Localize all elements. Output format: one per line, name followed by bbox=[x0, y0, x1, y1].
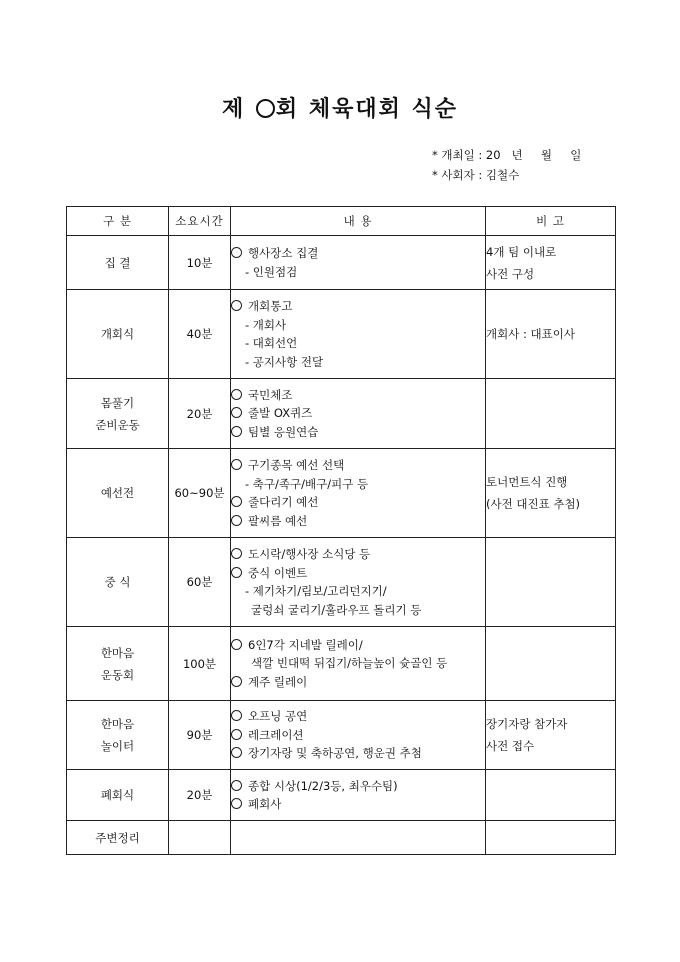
program-text: - 축구/족구/배구/피구 등 bbox=[245, 476, 369, 491]
program-text: - 인원점검 bbox=[245, 264, 298, 279]
header-duration: 소요시간 bbox=[169, 207, 231, 236]
program-text: 팔씨름 예선 bbox=[248, 513, 308, 528]
circle-bullet-icon bbox=[231, 639, 242, 650]
remarks-cell bbox=[486, 627, 616, 701]
program-text: - 대회선언 bbox=[245, 336, 298, 350]
program-text: 폐회사 bbox=[248, 797, 282, 811]
remark-line: 4개 팀 이내로 bbox=[486, 244, 557, 259]
content-cell bbox=[231, 236, 486, 290]
remarks-cell bbox=[486, 770, 616, 821]
category-label: 집 결 bbox=[104, 255, 131, 270]
circle-bullet-icon bbox=[231, 676, 242, 687]
category-cell bbox=[67, 627, 169, 701]
program-item bbox=[231, 777, 485, 796]
program-text: 6인7각 지네발 릴레이/ bbox=[248, 637, 363, 652]
program-text: 줄발 OX퀴즈 bbox=[248, 406, 313, 421]
program-subitem bbox=[231, 334, 485, 353]
duration-cell: 100분 bbox=[169, 627, 231, 701]
program-text: 중식 이벤트 bbox=[248, 565, 308, 580]
program-item bbox=[231, 636, 485, 655]
program-item bbox=[231, 673, 485, 692]
content-cell bbox=[231, 538, 486, 627]
category-label: 한마음 bbox=[100, 645, 135, 660]
remarks-cell bbox=[486, 821, 616, 855]
program-subitem bbox=[231, 654, 485, 673]
duration-cell: 20분 bbox=[169, 770, 231, 821]
program-item bbox=[231, 386, 485, 405]
duration-cell: 60분 bbox=[169, 538, 231, 627]
program-item bbox=[231, 404, 485, 423]
category-cell bbox=[67, 236, 169, 290]
duration-cell: 20분 bbox=[169, 379, 231, 449]
title-prefix: 제 bbox=[221, 97, 246, 122]
program-text: - 개회사 bbox=[245, 317, 287, 332]
program-item bbox=[231, 456, 485, 475]
program-item bbox=[231, 423, 485, 442]
remark-line: 사전 접수 bbox=[486, 739, 535, 753]
program-item bbox=[231, 244, 485, 263]
program-subitem bbox=[231, 582, 485, 601]
program-subitem bbox=[231, 475, 485, 494]
category-cell bbox=[67, 449, 169, 538]
program-item bbox=[231, 564, 485, 583]
category-label: 예선전 bbox=[100, 486, 135, 500]
category-label: 준비운동 bbox=[95, 417, 140, 432]
circle-bullet-icon bbox=[231, 496, 242, 507]
circle-bullet-icon bbox=[231, 426, 242, 437]
circle-bullet-icon bbox=[231, 567, 242, 578]
content-cell bbox=[231, 627, 486, 701]
header-remarks: 비 고 bbox=[486, 207, 616, 236]
circle-bullet-icon bbox=[231, 389, 242, 400]
program-text: 행사장소 집결 bbox=[248, 246, 319, 260]
program-text: 계주 릴레이 bbox=[248, 674, 308, 689]
program-text: 장기자랑 및 축하공연, 행운권 추첨 bbox=[248, 746, 422, 761]
program-text: 오프닝 공연 bbox=[248, 709, 308, 724]
program-text: 개회통고 bbox=[248, 299, 293, 313]
category-label: 한마음 bbox=[100, 717, 135, 731]
circle-bullet-icon bbox=[231, 247, 242, 258]
circle-bullet-icon bbox=[231, 459, 242, 470]
program-item bbox=[231, 297, 485, 316]
content-cell bbox=[231, 770, 486, 821]
category-cell bbox=[67, 379, 169, 449]
duration-cell bbox=[169, 821, 231, 855]
category-label: 몸풀기 bbox=[100, 395, 135, 410]
category-label: 개회식 bbox=[100, 327, 135, 341]
program-item bbox=[231, 493, 485, 512]
remarks-cell bbox=[486, 379, 616, 449]
table-row bbox=[67, 449, 616, 538]
circle-bullet-icon bbox=[231, 515, 242, 526]
event-date: * 개최일 : 20 년 월 일 bbox=[432, 148, 582, 162]
circle-bullet-icon bbox=[231, 407, 242, 418]
document-title bbox=[0, 92, 680, 123]
program-text: 구기종목 예선 선택 bbox=[248, 458, 345, 472]
remark-line: 개회사 : 대표이사 bbox=[486, 327, 575, 341]
remarks-cell bbox=[486, 236, 616, 290]
program-subitem bbox=[231, 316, 485, 335]
category-label: 운동회 bbox=[100, 667, 135, 682]
program-text: 줄다리기 예선 bbox=[248, 495, 319, 509]
category-label: 중 식 bbox=[104, 575, 131, 589]
table-body bbox=[67, 236, 616, 855]
header-content: 내 용 bbox=[231, 207, 486, 236]
program-item bbox=[231, 726, 485, 745]
category-cell bbox=[67, 538, 169, 627]
duration-cell: 10분 bbox=[169, 236, 231, 290]
table-row bbox=[67, 379, 616, 449]
title-suffix: 회 체육대회 식순 bbox=[275, 97, 459, 122]
content-cell bbox=[231, 449, 486, 538]
duration-cell: 60~90분 bbox=[169, 449, 231, 538]
program-text: 굴렁쇠 굴리기/훌라우프 돌리기 등 bbox=[251, 602, 422, 617]
program-subitem bbox=[231, 601, 485, 620]
header-category: 구 분 bbox=[67, 207, 169, 236]
program-subitem bbox=[231, 263, 485, 282]
remark-line: (사전 대진표 추첨) bbox=[486, 497, 581, 511]
table-row bbox=[67, 236, 616, 290]
content-cell bbox=[231, 821, 486, 855]
circle-placeholder-icon bbox=[256, 99, 275, 118]
duration-cell: 90분 bbox=[169, 701, 231, 770]
table-row bbox=[67, 701, 616, 770]
program-item bbox=[231, 707, 485, 726]
program-item bbox=[231, 744, 485, 763]
remark-line: 장기자랑 참가자 bbox=[486, 717, 568, 731]
program-text: 국민체조 bbox=[248, 387, 293, 402]
circle-bullet-icon bbox=[231, 548, 242, 559]
program-item bbox=[231, 545, 485, 564]
program-text: 팀별 응원연습 bbox=[248, 424, 319, 439]
table-row bbox=[67, 627, 616, 701]
program-text: 색깔 빈대떡 뒤집기/하늘높이 슛골인 등 bbox=[251, 656, 448, 671]
category-label: 폐회식 bbox=[100, 788, 135, 802]
table-row bbox=[67, 821, 616, 855]
schedule-table bbox=[66, 206, 616, 855]
program-item bbox=[231, 512, 485, 531]
duration-cell: 40분 bbox=[169, 290, 231, 379]
category-label: 놀이터 bbox=[100, 739, 135, 753]
program-text: 레크레이션 bbox=[248, 727, 304, 742]
remarks-cell bbox=[486, 538, 616, 627]
category-label: 주변정리 bbox=[95, 830, 140, 845]
content-cell bbox=[231, 701, 486, 770]
program-item bbox=[231, 795, 485, 814]
remark-line: 사전 구성 bbox=[486, 266, 535, 281]
category-cell bbox=[67, 290, 169, 379]
circle-bullet-icon bbox=[231, 729, 242, 740]
program-text: 종합 시상(1/2/3등, 최우수팀) bbox=[248, 778, 398, 793]
table-row bbox=[67, 538, 616, 627]
table-header-row bbox=[67, 207, 616, 236]
remarks-cell bbox=[486, 701, 616, 770]
content-cell bbox=[231, 290, 486, 379]
program-text: - 제기차기/림보/고리던지기/ bbox=[245, 584, 387, 598]
circle-bullet-icon bbox=[231, 710, 242, 721]
remarks-cell bbox=[486, 290, 616, 379]
program-text: 도시락/행사장 소식당 등 bbox=[248, 547, 371, 561]
host-name: * 사회자 : 김철수 bbox=[432, 168, 520, 182]
content-cell bbox=[231, 379, 486, 449]
table-row bbox=[67, 770, 616, 821]
program-subitem bbox=[231, 353, 485, 372]
category-cell bbox=[67, 770, 169, 821]
remarks-cell bbox=[486, 449, 616, 538]
circle-bullet-icon bbox=[231, 798, 242, 809]
program-text: - 공지사항 전달 bbox=[245, 354, 324, 369]
category-cell bbox=[67, 821, 169, 855]
category-cell bbox=[67, 701, 169, 770]
circle-bullet-icon bbox=[231, 300, 242, 311]
remark-line: 토너먼트식 진행 bbox=[486, 475, 568, 489]
circle-bullet-icon bbox=[231, 747, 242, 758]
table-row bbox=[67, 290, 616, 379]
circle-bullet-icon bbox=[231, 780, 242, 791]
